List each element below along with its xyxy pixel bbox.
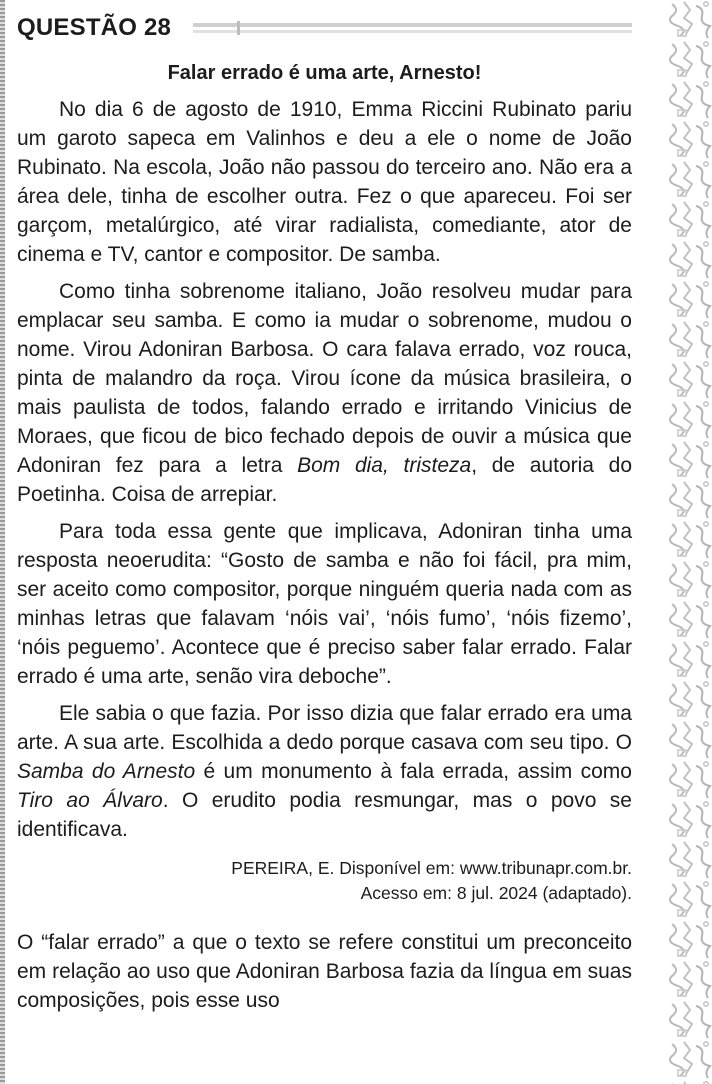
paragraph-2: [17, 277, 632, 509]
side-decorative-pattern: [668, 0, 712, 1084]
paragraph-3: [17, 517, 632, 691]
left-border-pattern: [0, 0, 5, 1084]
paragraph-4: [17, 699, 632, 844]
question-prompt: O “falar errado” a que o texto se refere constitui um preconceito em relação ao uso que Adoniran Barbosa fazia da língua em suas composições, pois esse uso: [17, 931, 632, 1012]
text-run: , de autoria do Poetinha. Coisa de arrepiar.: [17, 454, 633, 506]
text-run: . O erudito podia resmungar, mas o povo se identificava.: [17, 789, 632, 841]
header-rule: [193, 21, 632, 35]
italic-title: Tiro ao Álvaro: [17, 789, 163, 812]
text-run: No dia 6 de agosto de 1910, Emma Riccini Rubinato pariu um garoto sapeca em Valinhos e deu a ele o nome de João Rubinato. Na escola, João não passou do terceiro ano. Não era a área dele, tinha de escolher outra. Fez o que apareceu. Foi ser garçom, metalúrgico, até virar radialista, comediante, ator de cinema e TV, cantor e compositor. De samba.: [17, 98, 632, 266]
text-run: Como tinha sobrenome italiano, João resolveu mudar para emplacar seu samba. E como ia mudar o sobrenome, mudou o nome. Virou Adoniran Barbosa. O cara falava errado, voz rouca, pinta de malandro da roça. Virou ícone da música brasileira, o mais paulista de todos, falando errado e irritando Vinicius de Moraes, que ficou de bico fechado depois de ouvir a música que Adoniran fez para a letra: [17, 280, 632, 477]
text-title: Falar errado é uma arte, Arnesto!: [167, 62, 482, 84]
question-number: QUESTÃO 28: [17, 14, 172, 41]
italic-title: Samba do Arnesto: [17, 760, 196, 783]
text-run: Ele sabia o que fazia. Por isso dizia que falar errado era uma arte. A sua arte. Escolhida a dedo porque casava com seu tipo. O: [17, 702, 632, 754]
italic-title: Bom dia, tristeza: [297, 454, 472, 477]
text-run: Para toda essa gente que implicava, Adoniran tinha uma resposta neoerudita: “Gosto de samba e não foi fácil, pra mim, ser aceito como compositor, porque ninguém queria nada com as minhas letras que falavam ‘nóis vai’, ‘nóis fumo’, ‘nóis fizemo’, ‘nóis peguemo’. Acontece que é preciso saber falar errado. Falar errado é uma arte, senão vira deboche”.: [17, 520, 632, 688]
text-run: é um monumento à fala errada, assim como: [195, 760, 632, 783]
question-header: [17, 8, 632, 48]
paragraph-1: [17, 95, 632, 269]
source-citation: [17, 856, 632, 906]
citation-line-1: PEREIRA, E. Disponível em: www.tribunapr.com.br.: [231, 858, 632, 878]
text-body: [17, 95, 632, 844]
citation-line-2: Acesso em: 8 jul. 2024 (adaptado).: [360, 883, 632, 903]
question-content: [17, 8, 632, 1015]
